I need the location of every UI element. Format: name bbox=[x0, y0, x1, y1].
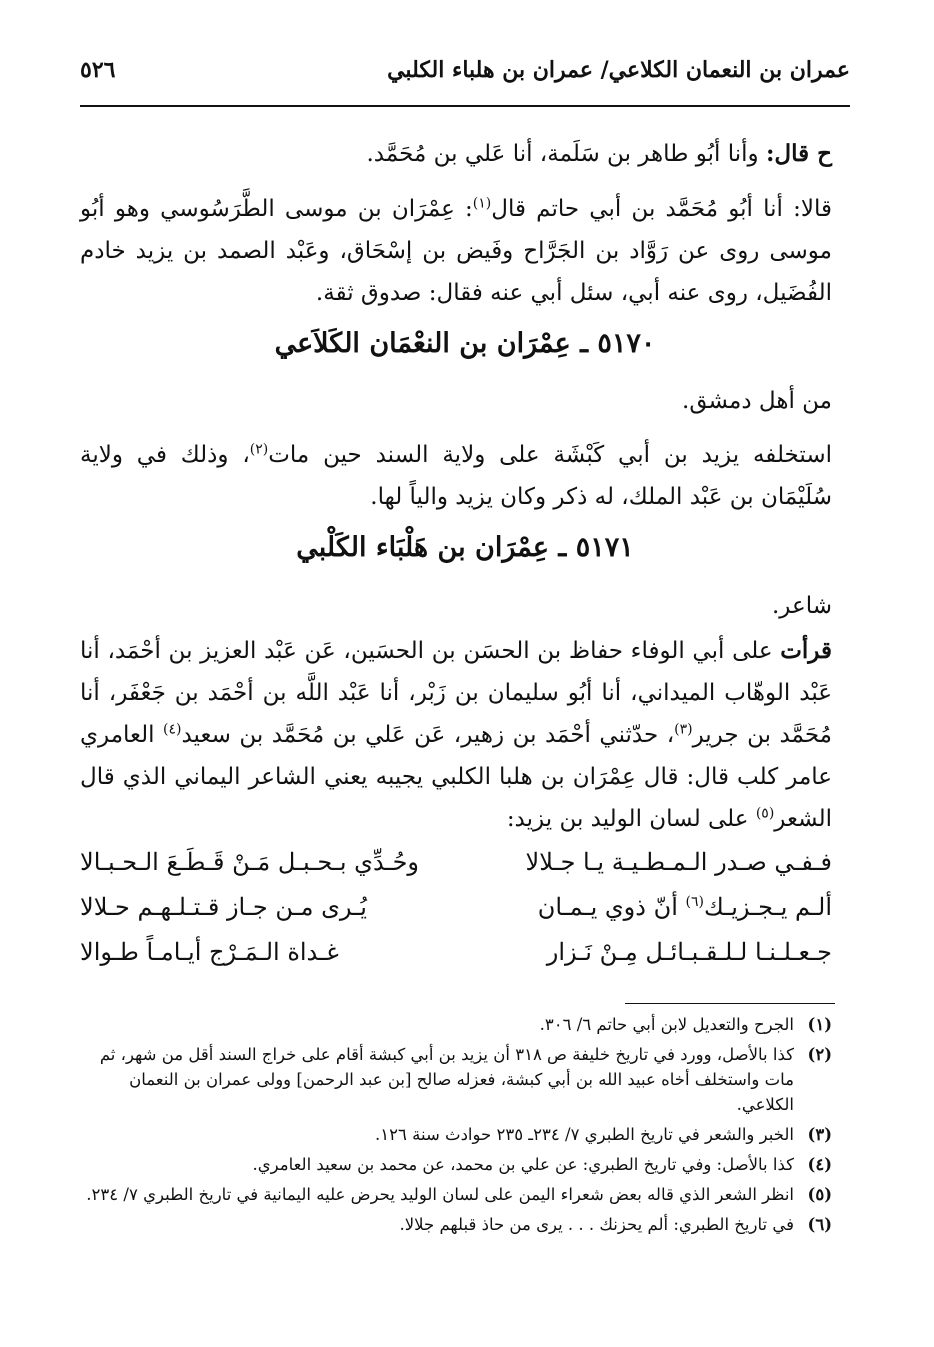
paragraph-6-lead: قرأت bbox=[780, 637, 832, 664]
footnote-1 bbox=[80, 1012, 832, 1037]
paragraph-5: شاعر. bbox=[771, 593, 832, 619]
footnote-text: انظر الشعر الذي قاله بعض شعراء اليمن على لسان الوليد يحرض عليه اليمانية في تاريخ الطبري ٧/ ٢٣٤. bbox=[86, 1185, 794, 1204]
footnote-5 bbox=[80, 1182, 832, 1207]
footnote-text: في تاريخ الطبري: ألم يحزنك . . . يرى من حاذ قبلهم جلالا. bbox=[399, 1215, 794, 1234]
footnote-ref-2[interactable]: (٢) bbox=[249, 441, 269, 458]
footnote-ref-1[interactable]: (١) bbox=[472, 195, 492, 212]
verse-2-first-hemistich bbox=[492, 893, 832, 938]
footnote-separator bbox=[625, 1003, 835, 1004]
footnote-4 bbox=[80, 1152, 832, 1177]
footnote-number: (٦) bbox=[807, 1215, 832, 1234]
poem bbox=[80, 848, 832, 983]
verse-1-first-hemistich: فـفـي صـدر الـمـطـيـة يـا جـلالا bbox=[525, 848, 832, 876]
page-number: ٥٢٦ bbox=[80, 57, 116, 83]
paragraph-4 bbox=[80, 434, 832, 518]
paragraph-2 bbox=[80, 188, 832, 314]
verse-3-first-hemistich: جـعـلـنـا لـلـقـبـائـل مِـنْ نَـزار bbox=[546, 938, 832, 966]
verse-2 bbox=[80, 893, 832, 938]
footnote-2 bbox=[80, 1042, 832, 1117]
paragraph-6-a: على أبي الوفاء حفاظ بن الحسَن بن الحسَين، عَن عَبْد العزيز بن أحْمَد، أنا عَبْد الوهّاب الميداني، أنا أبُو سليمان بن زَبْر، أنا عَبْد اللَّه بن أحْمَد بن جَعْفَر، أنا مُحَمَّد بن جرير bbox=[80, 638, 832, 748]
paragraph-6 bbox=[80, 630, 832, 840]
paragraph-1-lead: ح قال: bbox=[765, 140, 832, 167]
verse-2-first-b: أنّ ذوي يـمـان bbox=[537, 893, 686, 921]
paragraph-1-text: وأنا أبُو طاهر بن سَلَمة، أنا عَلي بن مُحَمَّد. bbox=[366, 141, 766, 167]
footnote-number: (١) bbox=[807, 1015, 832, 1034]
footnote-text: كذا بالأصل: وفي تاريخ الطبري: عن علي بن محمد، عن محمد بن سعيد العامري. bbox=[252, 1155, 794, 1174]
footnote-number: (٥) bbox=[807, 1185, 832, 1204]
footnote-number: (٤) bbox=[807, 1155, 832, 1174]
footnote-ref-4[interactable]: (٤) bbox=[163, 721, 182, 738]
footnotes bbox=[80, 1012, 832, 1242]
header-title: عمران بن النعمان الكلاعي/ عمران بن هلباء الكلبي bbox=[387, 57, 850, 83]
paragraph-6-b: ، حدّثني أحْمَد بن زهير، عَن عَلي بن مُحَمَّد بن سعيد bbox=[181, 722, 675, 748]
footnote-number: (٣) bbox=[807, 1125, 832, 1144]
footnote-3 bbox=[80, 1122, 832, 1147]
paragraph-4-rest: ، وذلك في ولاية سُلَيْمَان بن عَبْد الملك، له ذكر وكان يزيد والياً لها. bbox=[80, 442, 832, 510]
footnote-text: الخبر والشعر في تاريخ الطبري ٧/ ٢٣٤ـ ٢٣٥ حوادث سنة ١٢٦. bbox=[375, 1125, 794, 1144]
header-rule bbox=[80, 105, 850, 107]
verse-2-first-a: ألـم يـجـزيـك bbox=[703, 893, 832, 921]
entry-heading-5171: ٥١٧١ ـ عِمْرَان بن هَلْبَاء الكَلْبي bbox=[296, 532, 634, 563]
verse-1-second-hemistich: وحُـدِّي بـحـبـل مَـنْ قَـطَـعَ الـحـبـالا bbox=[80, 848, 419, 876]
running-header bbox=[80, 55, 850, 95]
paragraph-3: من أهل دمشق. bbox=[682, 388, 832, 414]
paragraph-6-c: العامري عامر كلب قال: قال عِمْرَان بن هلبا الكلبي يجيبه يعني الشاعر اليماني الذي قال الشعر bbox=[80, 722, 832, 832]
footnote-number: (٢) bbox=[807, 1045, 832, 1064]
footnote-ref-5[interactable]: (٥) bbox=[755, 805, 775, 822]
footnote-ref-6[interactable]: (٦) bbox=[685, 894, 704, 910]
verse-2-second-hemistich: يُـرى مـن جـاز قـتـلـهـم حـلالا bbox=[80, 893, 367, 921]
paragraph-6-d: على لسان الوليد بن يزيد: bbox=[506, 806, 756, 832]
paragraph-2-rest: : عِمْرَان بن موسى الطَّرَسُوسي وهو أبُو موسى روى عن رَوَّاد بن الجَرَّاح وفَيض بن إسْحَاق، وعَبْد الصمد بن يزيد خادم الفُضَيل، روى عنه أبي، سئل أبي عنه فقال: صدوق ثقة. bbox=[80, 196, 832, 306]
entry-heading-5170: ٥١٧٠ ـ عِمْرَان بن النعْمَان الكَلاَعي bbox=[274, 328, 656, 359]
footnote-6 bbox=[80, 1212, 832, 1237]
footnote-text: كذا بالأصل، وورد في تاريخ خليفة ص ٣١٨ أن يزيد بن أبي كبشة أقام على خراج السند أقل من شهر، ثم مات واستخلف أخاه عبيد الله بن أبي كبشة، فعزله صالح [بن عبد الرحمن] وولى عمران بن النعمان الكلاعي. bbox=[99, 1045, 794, 1114]
verse-3-second-hemistich: غـداة الـمَـرْج أيـامـاً طـوالا bbox=[80, 938, 339, 966]
verse-3 bbox=[80, 938, 832, 983]
paragraph-2-text: قالا: أنا أبُو مُحَمَّد بن أبي حاتم قال bbox=[491, 196, 832, 222]
verse-1 bbox=[80, 848, 832, 893]
paragraph-4-text: استخلفه يزيد بن أبي كَبْشَة على ولاية السند حين مات bbox=[268, 442, 833, 468]
footnote-text: الجرح والتعديل لابن أبي حاتم ٦/ ٣٠٦. bbox=[539, 1015, 794, 1034]
footnote-ref-3[interactable]: (٣) bbox=[674, 721, 693, 738]
paragraph-1 bbox=[80, 133, 832, 175]
